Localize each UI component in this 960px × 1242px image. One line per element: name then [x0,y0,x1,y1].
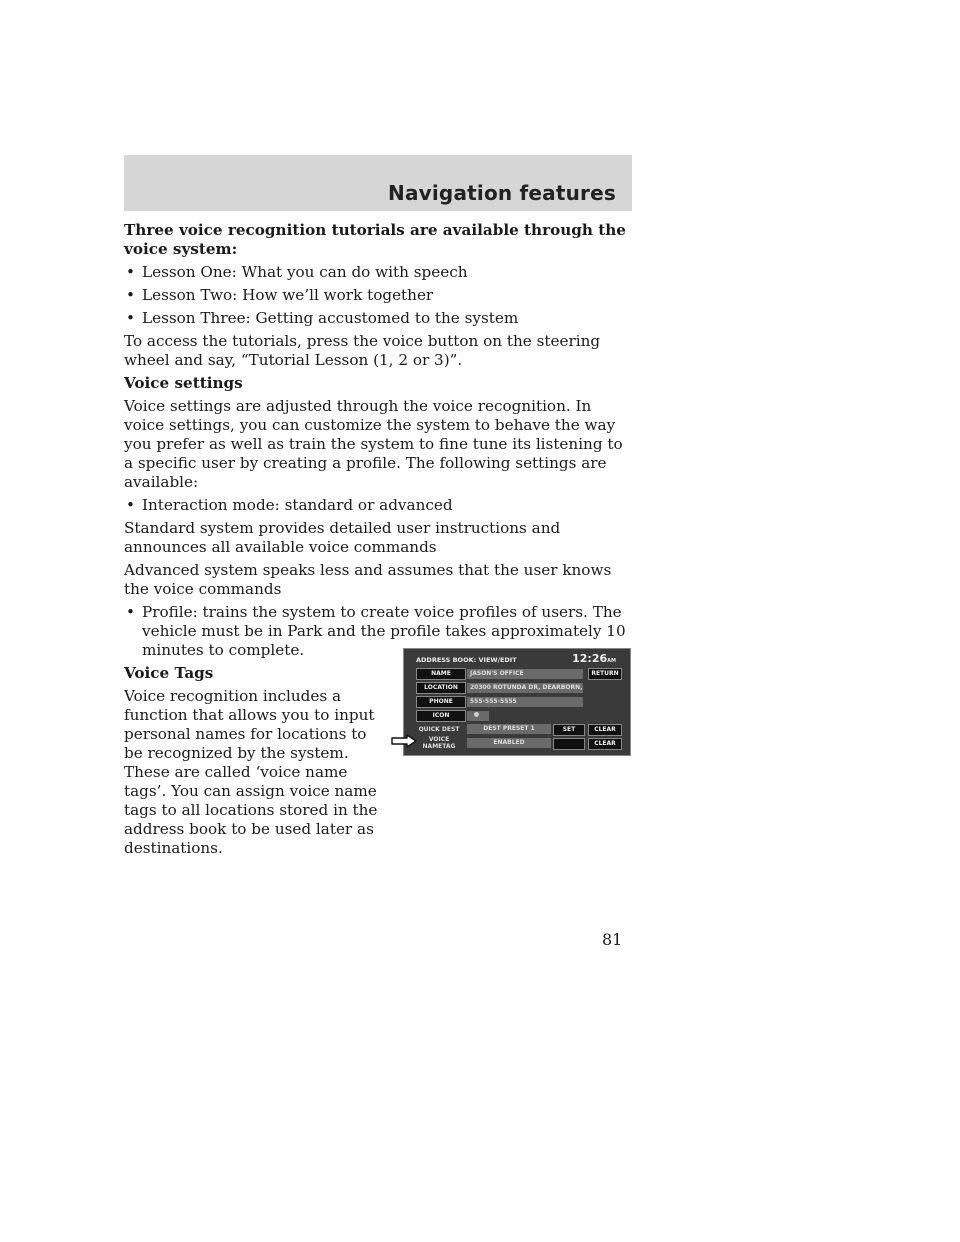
screen-title: ADDRESS BOOK: VIEW/EDIT [416,656,517,664]
location-button[interactable]: LOCATION [416,682,466,694]
advanced-paragraph: Advanced system speaks less and assumes that the user knows the voice commands [124,561,612,598]
name-button[interactable]: NAME [416,668,466,680]
icon-field[interactable] [467,711,489,721]
page-number: 81 [602,930,623,949]
voice-tags-heading: Voice Tags [124,664,214,682]
voice-settings-heading: Voice settings [124,374,243,392]
bullet-icon: • [126,263,135,281]
section-header-band [124,155,632,211]
location-marker-icon [474,712,479,717]
bullet-icon: • [126,496,135,514]
voice-tags-paragraph: Voice recognition includes a function that allows you to input personal names for locations to be recognized by the system. These are called ‘voice name tags’. You can assign voice name tags to all locations stored in the address book to be used later as destinations. [124,687,378,857]
address-book-screen [403,648,631,756]
quick-dest-label: QUICK DEST [418,726,460,733]
clear-nametag-button[interactable]: CLEAR [588,738,622,750]
bullet-icon: • [126,309,135,327]
name-field[interactable]: JASON'S OFFICE [467,669,583,679]
list-item: • Profile: trains the system to create voice profiles of users. The vehicle must be in Park and the profile takes approximately 10 minutes to complete. [126,603,626,659]
phone-button[interactable]: PHONE [416,696,466,708]
access-paragraph: To access the tutorials, press the voice button on the steering wheel and say, “Tutorial Lesson (1, 2 or 3)”. [124,332,601,369]
voice-nametag-label: VOICE NAMETAG [422,736,456,750]
bullet-icon: • [126,286,135,304]
phone-field[interactable]: 555-555-5555 [467,697,583,707]
blank-button [553,738,585,750]
list-item: • Lesson Three: Getting accustomed to the system [126,309,519,327]
list-item: • Interaction mode: standard or advanced [126,496,453,514]
page-content [124,221,632,862]
tutorials-heading: Three voice recognition tutorials are available through the voice system: [124,221,626,258]
location-field[interactable]: 20300 ROTUNDA DR, DEARBORN, [467,683,583,693]
set-button[interactable]: SET [553,724,585,736]
quick-dest-field[interactable]: DEST PRESET 1 [467,724,551,734]
bullet-icon: • [126,603,135,621]
section-title: Navigation features [388,181,616,205]
list-item: • Lesson One: What you can do with speech [126,263,468,281]
voice-nametag-field[interactable]: ENABLED [467,738,551,748]
list-item: • Lesson Two: How we’ll work together [126,286,434,304]
pointer-arrow-icon [391,734,417,748]
icon-button[interactable]: ICON [416,710,466,722]
screen-clock: 12:26AM [572,652,616,665]
voice-settings-paragraph: Voice settings are adjusted through the voice recognition. In voice settings, you can customize the system to behave the way you prefer as well as train the system to fine tune its listening to a specific user by creating a profile. The following settings are available: [124,397,623,491]
return-button[interactable]: RETURN [588,668,622,680]
clear-button[interactable]: CLEAR [588,724,622,736]
standard-paragraph: Standard system provides detailed user instructions and announces all available voice commands [124,519,561,556]
